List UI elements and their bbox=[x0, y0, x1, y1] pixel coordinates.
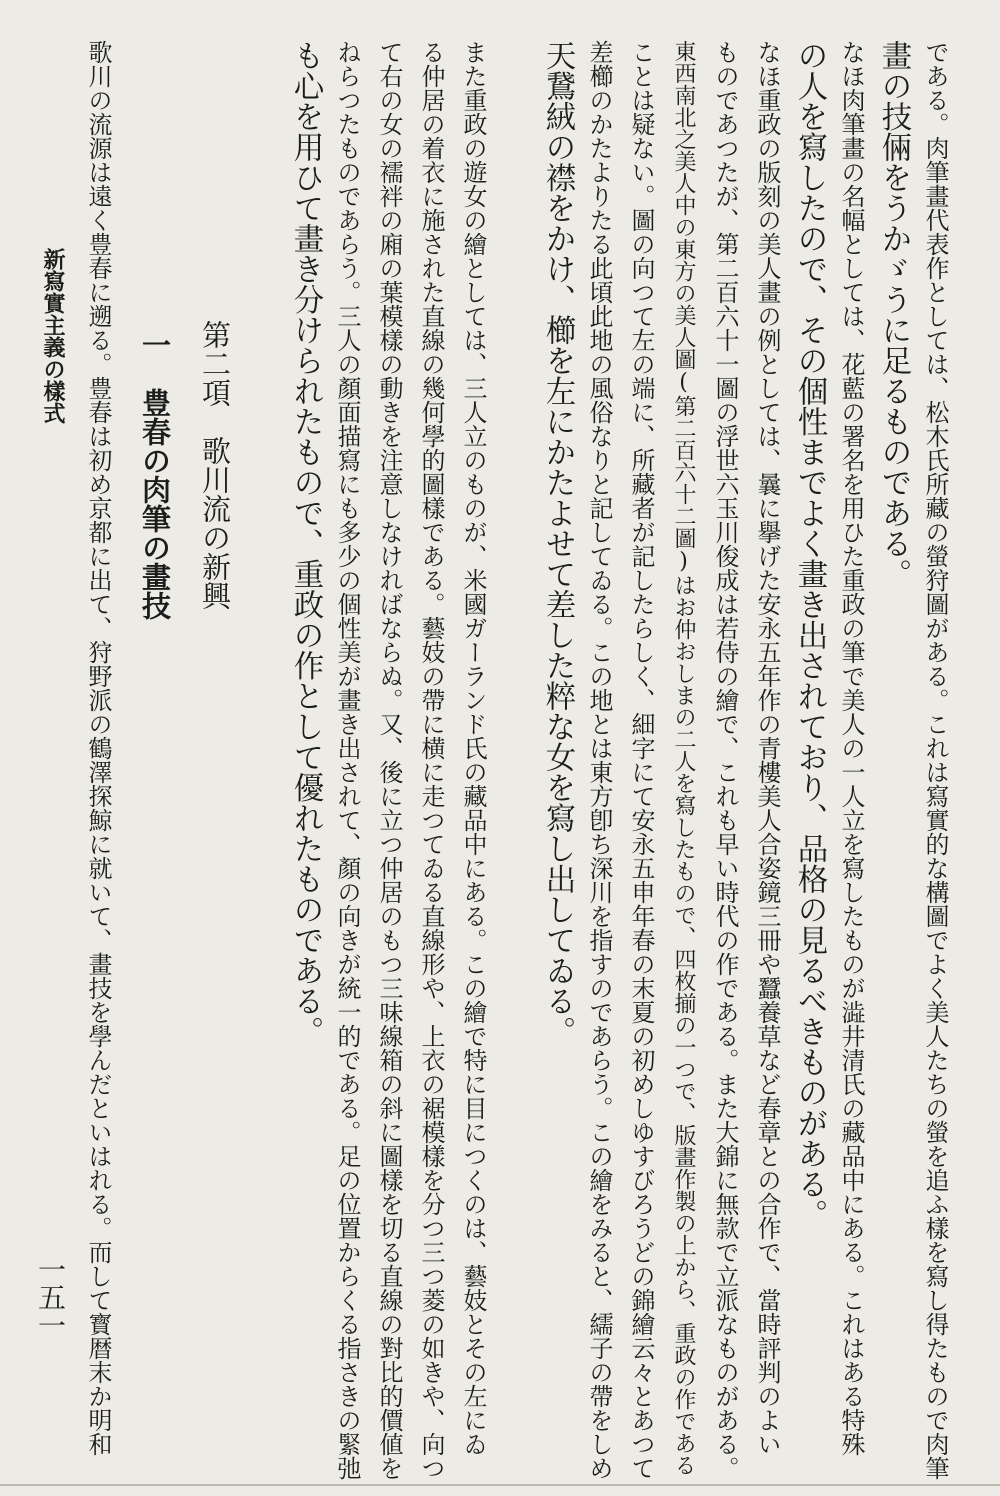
text-column: て右の女の襦袢の廂の葉模樣の動きを注意しなければならぬ。又、後に立つ仲居のもつ三味線箱の斜に圖樣を切る直線の對比的價値を bbox=[375, 40, 403, 1480]
text-column: の人を寫したので、その個性までよく畫き出されており、品格の見るべきものがある。 bbox=[792, 40, 827, 1230]
text-column: なほ肉筆畫の名幅としては、花藍の署名を用ひた重政の筆で美人の一人立を寫したものが澁井清氏の藏品中にある。これはある特殊 bbox=[837, 40, 865, 1456]
text-column: も心を用ひて畫き分けられたもので、重政の作として優れたものである。 bbox=[288, 40, 323, 1047]
subsection-heading: 一 豊春の肉筆の畫技 bbox=[138, 330, 172, 620]
text-column: 歌川の流源は遠く豊春に遡る。豊春は初め京都に出て、狩野派の鶴澤探鯨に就いて、畫技を學んだといはれる。而して寳暦末か明和 bbox=[84, 40, 112, 1456]
page-number: 一五一 bbox=[34, 1255, 67, 1339]
section-heading: 第二項 歌川流の新興 bbox=[198, 320, 232, 610]
text-column: である。肉筆畫代表作としては、松木氏所藏の螢狩圖がある。これは寫實的な構圖でよく美人たちの螢を追ふ樣を寫し得たもので肉筆 bbox=[921, 40, 949, 1480]
text-column: 天鵞絨の襟をかけ、櫛を左にかたよせて差した粹な女を寫し出してゐる。 bbox=[540, 40, 575, 1047]
running-head: 新寫實主義の樣式 bbox=[40, 248, 66, 424]
text-column: ねらつたものであらう。三人の顏面描寫にも多少の個性美が畫き出されて、顏の向きが統一的である。足の位置からくる指さきの緊弛 bbox=[333, 40, 361, 1480]
text-column: なほ重政の版刻の美人畫の例としては、曩に擧げた安永五年作の青樓美人合姿鏡三冊や蠶養草など春章との合作で、當時評判のよい bbox=[753, 40, 781, 1456]
text-column: 差櫛のかたよりたる此頃此地の風俗なりと記してゐる。この地とは東方卽ち深川を指すのであらう。この繪をみると、繻子の帶をしめ bbox=[585, 40, 613, 1480]
text-column: 東西南北之美人中の東方の美人圖(第二百六十二圖)はお仲おしまの二人を寫したもので、四枚揃の一つで、版畫作製の上から、重政の作である bbox=[671, 40, 696, 1476]
text-column: ことは疑ない。圖の向つて左の端に、所藏者が記したらしく、細字にて安永五申年春の末夏の初めしゆすびろうどの錦繪云々とあつて bbox=[627, 40, 655, 1480]
bottom-edge bbox=[0, 1484, 1000, 1486]
text-column: る仲居の着衣に施された直線の幾何學的圖樣である。藝妓の帶に横に走つてゐる直線形や、上衣の裾模樣を分つ三つ菱の如きや、向つ bbox=[417, 40, 445, 1480]
text-column: ものであつたが、第二百六十一圖の浮世六玉川俊成は若侍の繪で、これも早い時代の作である。また大錦に無款で立派なものがある。 bbox=[711, 40, 739, 1480]
text-column: 畫の技倆をうかゞうに足るものである。 bbox=[876, 40, 911, 589]
text-column: また重政の遊女の繪としては、三人立のものが、米國ガーランド氏の藏品中にある。この繪で特に目につくのは、藝妓とその左にゐ bbox=[459, 40, 487, 1456]
